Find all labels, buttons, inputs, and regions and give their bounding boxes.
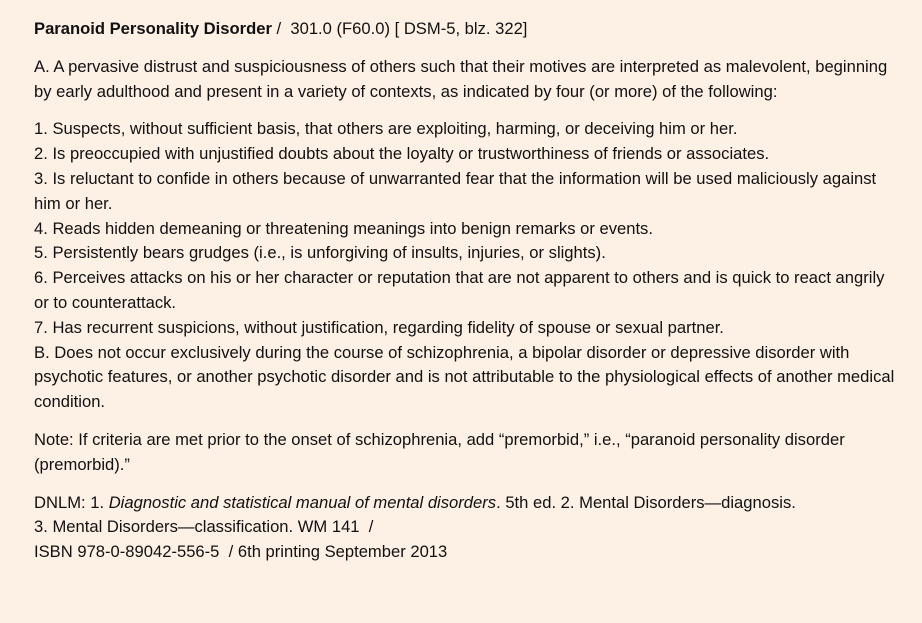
criterion-item-2: 2. Is preoccupied with unjustified doubts about the loyalty or trustworthiness of friends or associates. — [34, 144, 770, 164]
reference-line-2: 3. Mental Disorders—classification. WM 141 / — [34, 517, 374, 537]
criterion-item-1: 1. Suspects, without sufficient basis, that others are exploiting, harming, or deceiving him or her. — [34, 119, 738, 139]
criterion-item-7: 7. Has recurrent suspicions, without justification, regarding fidelity of spouse or sexual partner. — [34, 317, 724, 337]
criterion-item-5: 5. Persistently bears grudges (i.e., is unforgiving of insults, injuries, or slights). — [34, 243, 606, 263]
book-title: Diagnostic and statistical manual of mental disorders — [108, 492, 497, 512]
criterion-b: B. Does not occur exclusively during the course of schizophrenia, a bipolar disorder or depressive disorder with psychotic features, or another psychotic disorder and is not attributable to the physiological effects of another medical condition. — [34, 342, 895, 412]
criteria-list — [34, 117, 902, 415]
reference-block — [34, 491, 902, 565]
disorder-title: Paranoid Personality Disorder — [34, 19, 272, 38]
criterion-a-intro: A. A pervasive distrust and suspiciousness of others such that their motives are interpreted as malevolent, beginning by early adulthood and present in a variety of contexts, as indicated by four (or more) of the following: — [34, 56, 888, 101]
criterion-item-4: 4. Reads hidden demeaning or threatening meanings into benign remarks or events. — [34, 218, 653, 238]
title-separator: / — [271, 19, 291, 38]
reference-line-1 — [34, 491, 902, 516]
premorbid-note: Note: If criteria are met prior to the onset of schizophrenia, add “premorbid,” i.e., “paranoid personality disorder (premorbid).” — [34, 429, 845, 474]
reference-prefix: DNLM: 1. — [34, 492, 109, 512]
criterion-item-6: 6. Perceives attacks on his or her character or reputation that are not apparent to others and is quick to react angrily or to counterattack. — [34, 268, 885, 312]
document-header — [34, 17, 902, 42]
reference-line-1-rest: . 5th ed. 2. Mental Disorders—diagnosis. — [496, 492, 796, 512]
diagnostic-code: 301.0 (F60.0) [ DSM-5, blz. 322] — [290, 19, 528, 38]
isbn-line: ISBN 978-0-89042-556-5 / 6th printing September 2013 — [34, 542, 448, 562]
criterion-item-3: 3. Is reluctant to confide in others because of unwarranted fear that the information will be used maliciously against him or her. — [34, 168, 877, 213]
